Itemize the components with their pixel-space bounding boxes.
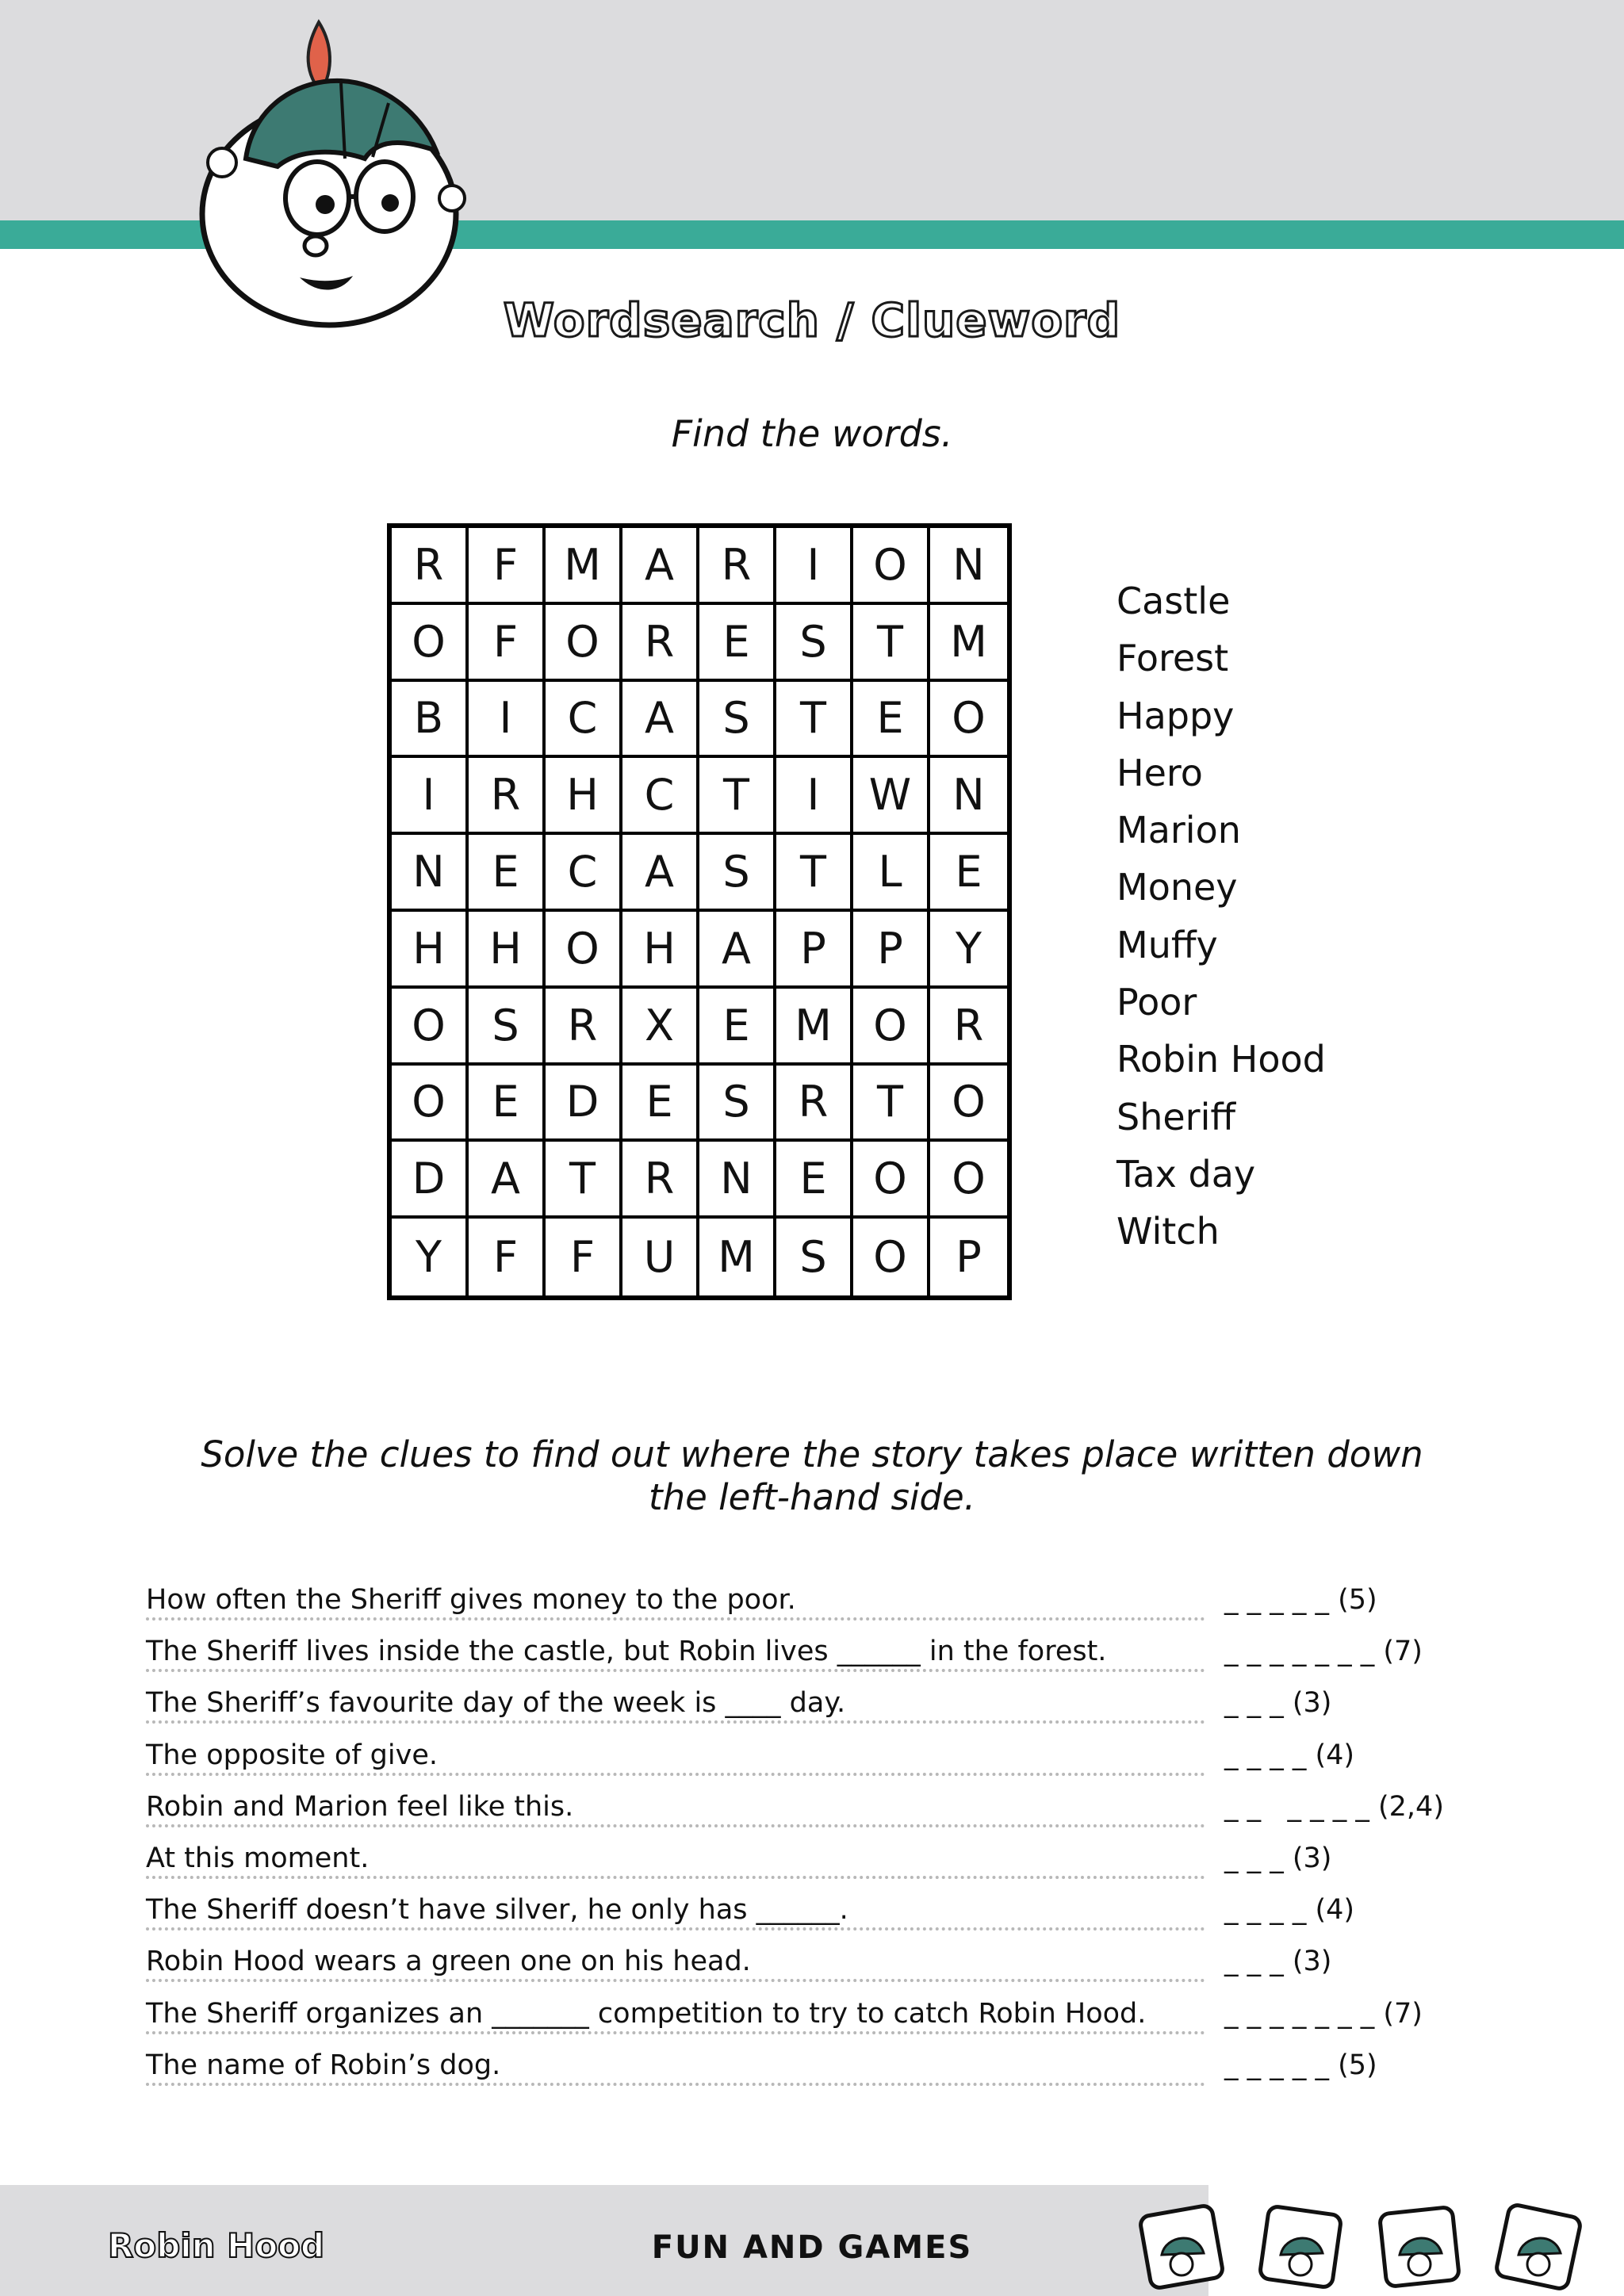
- grid-cell[interactable]: T: [853, 605, 930, 682]
- grid-cell[interactable]: F: [469, 1219, 546, 1295]
- grid-cell[interactable]: M: [930, 605, 1007, 682]
- grid-cell[interactable]: E: [699, 605, 776, 682]
- grid-cell[interactable]: T: [776, 835, 853, 912]
- clue-row: [146, 1578, 1510, 1629]
- grid-cell[interactable]: S: [776, 1219, 853, 1295]
- grid-cell[interactable]: I: [776, 758, 853, 835]
- grid-cell[interactable]: P: [776, 912, 853, 989]
- grid-cell[interactable]: I: [469, 682, 546, 759]
- grid-cell[interactable]: W: [853, 758, 930, 835]
- grid-cell[interactable]: A: [622, 682, 699, 759]
- grid-cell[interactable]: N: [930, 758, 1007, 835]
- grid-cell[interactable]: C: [546, 835, 622, 912]
- word-list-item: Money: [1116, 866, 1238, 909]
- clue-text: The Sheriff’s favourite day of the week is ____ day.: [146, 1686, 1205, 1724]
- grid-cell[interactable]: A: [699, 912, 776, 989]
- clue-answer-blanks[interactable]: _ _ _ _ (4): [1224, 1894, 1355, 1927]
- robin-badge-icon: [1372, 2199, 1467, 2294]
- grid-cell[interactable]: Y: [930, 912, 1007, 989]
- grid-cell[interactable]: E: [853, 682, 930, 759]
- word-list: [1116, 572, 1326, 1261]
- word-list-item: Happy: [1116, 694, 1235, 737]
- word-list-item: Hero: [1116, 751, 1203, 794]
- clue-answer-blanks[interactable]: _ _ _ _ _ (5): [1224, 2049, 1377, 2081]
- grid-cell[interactable]: R: [930, 989, 1007, 1066]
- grid-cell[interactable]: O: [392, 605, 469, 682]
- clue-answer-blanks[interactable]: _ _ _ (3): [1224, 1842, 1332, 1874]
- grid-cell[interactable]: F: [546, 1219, 622, 1295]
- clueword-instruction: [0, 1433, 1624, 1519]
- word-list-item: Castle: [1116, 580, 1231, 622]
- clue-text: The name of Robin’s dog.: [146, 2048, 1205, 2086]
- grid-cell[interactable]: H: [622, 912, 699, 989]
- wordsearch-instruction: Find the words.: [671, 412, 953, 455]
- clue-text: At this moment.: [146, 1841, 1205, 1879]
- grid-cell[interactable]: N: [392, 835, 469, 912]
- clue-text: The Sheriff lives inside the castle, but Robin lives ______ in the forest.: [146, 1634, 1205, 1672]
- robin-badge-icon: [1253, 2199, 1348, 2294]
- word-list-item: Sheriff: [1116, 1095, 1236, 1138]
- grid-cell[interactable]: I: [776, 528, 853, 605]
- grid-cell[interactable]: S: [699, 682, 776, 759]
- grid-cell[interactable]: O: [853, 1219, 930, 1295]
- grid-cell[interactable]: S: [469, 989, 546, 1066]
- word-list-item: Marion: [1116, 809, 1241, 852]
- grid-cell[interactable]: O: [853, 528, 930, 605]
- robin-mascot-icon: [182, 8, 484, 341]
- grid-cell[interactable]: P: [853, 912, 930, 989]
- grid-cell[interactable]: E: [930, 835, 1007, 912]
- grid-cell[interactable]: F: [469, 528, 546, 605]
- clue-text: The opposite of give.: [146, 1738, 1205, 1776]
- grid-cell[interactable]: M: [699, 1219, 776, 1295]
- grid-cell[interactable]: O: [853, 989, 930, 1066]
- grid-cell[interactable]: X: [622, 989, 699, 1066]
- grid-cell[interactable]: B: [392, 682, 469, 759]
- grid-cell[interactable]: O: [930, 1066, 1007, 1142]
- clue-text: The Sheriff doesn’t have silver, he only has ______.: [146, 1892, 1205, 1931]
- grid-cell[interactable]: M: [546, 528, 622, 605]
- clue-answer-blanks[interactable]: _ _ _ (3): [1224, 1687, 1332, 1720]
- grid-cell[interactable]: S: [699, 835, 776, 912]
- word-list-item: Witch: [1116, 1210, 1220, 1253]
- grid-cell[interactable]: M: [776, 989, 853, 1066]
- footer-book-title: Robin Hood: [108, 2226, 325, 2265]
- grid-cell[interactable]: N: [930, 528, 1007, 605]
- footer-section-title: FUN AND GAMES: [651, 2229, 973, 2266]
- grid-cell[interactable]: O: [546, 605, 622, 682]
- grid-cell[interactable]: O: [853, 1142, 930, 1219]
- word-list-item: Forest: [1116, 637, 1229, 680]
- grid-cell[interactable]: H: [546, 758, 622, 835]
- clue-row: [146, 1681, 1510, 1732]
- grid-cell[interactable]: T: [546, 1142, 622, 1219]
- grid-cell[interactable]: E: [776, 1142, 853, 1219]
- word-list-item: Robin Hood: [1116, 1038, 1326, 1081]
- grid-cell[interactable]: R: [392, 528, 469, 605]
- clue-text: The Sheriff organizes an _______ competition to try to catch Robin Hood.: [146, 1996, 1205, 2034]
- grid-cell[interactable]: T: [699, 758, 776, 835]
- grid-cell[interactable]: A: [622, 528, 699, 605]
- clueword-instruction-line1: Solve the clues to find out where the story takes place written down: [201, 1433, 1423, 1475]
- grid-cell[interactable]: E: [469, 835, 546, 912]
- grid-cell[interactable]: R: [469, 758, 546, 835]
- grid-cell[interactable]: R: [699, 528, 776, 605]
- wordsearch-grid: [387, 523, 1012, 1300]
- page-title: Wordsearch / Clueword: [503, 293, 1121, 347]
- grid-cell[interactable]: D: [546, 1066, 622, 1142]
- clue-row: [146, 1733, 1510, 1785]
- clue-row: [146, 1888, 1510, 1939]
- clue-list: [146, 1578, 1510, 2095]
- clue-row: [146, 1992, 1510, 2043]
- grid-cell[interactable]: T: [853, 1066, 930, 1142]
- grid-cell[interactable]: U: [622, 1219, 699, 1295]
- grid-cell[interactable]: H: [392, 912, 469, 989]
- grid-cell[interactable]: E: [699, 989, 776, 1066]
- clue-answer-blanks[interactable]: _ _ _ _ _ _ _ (7): [1224, 1636, 1423, 1668]
- clue-row: [146, 2043, 1510, 2095]
- word-list-item: Muffy: [1116, 923, 1218, 966]
- grid-cell[interactable]: O: [930, 1142, 1007, 1219]
- clue-answer-blanks[interactable]: _ _ _ _ _ (5): [1224, 1584, 1377, 1616]
- grid-cell[interactable]: T: [776, 682, 853, 759]
- clue-text: Robin Hood wears a green one on his head.: [146, 1944, 1205, 1982]
- grid-cell[interactable]: O: [392, 1066, 469, 1142]
- grid-cell[interactable]: C: [546, 682, 622, 759]
- clueword-instruction-line2: the left-hand side.: [648, 1476, 976, 1518]
- grid-cell[interactable]: I: [392, 758, 469, 835]
- grid-cell[interactable]: N: [699, 1142, 776, 1219]
- clue-answer-blanks[interactable]: _ _ _ _ _ _ (2,4): [1224, 1790, 1444, 1823]
- grid-cell[interactable]: O: [930, 682, 1007, 759]
- grid-cell[interactable]: A: [469, 1142, 546, 1219]
- clue-row: [146, 1836, 1510, 1888]
- grid-cell[interactable]: Y: [392, 1219, 469, 1295]
- clue-text: How often the Sheriff gives money to the poor.: [146, 1582, 1205, 1621]
- word-list-item: Poor: [1116, 981, 1197, 1024]
- robin-badge-icon: [1134, 2199, 1229, 2294]
- clue-row: [146, 1939, 1510, 1991]
- clue-answer-blanks[interactable]: _ _ _ _ (4): [1224, 1739, 1355, 1771]
- word-list-item: Tax day: [1116, 1152, 1256, 1196]
- grid-cell[interactable]: E: [622, 1066, 699, 1142]
- grid-cell[interactable]: C: [622, 758, 699, 835]
- grid-cell[interactable]: A: [622, 835, 699, 912]
- grid-cell[interactable]: O: [546, 912, 622, 989]
- grid-cell[interactable]: S: [776, 605, 853, 682]
- clue-row: [146, 1785, 1510, 1836]
- grid-cell[interactable]: R: [622, 1142, 699, 1219]
- clue-answer-blanks[interactable]: _ _ _ _ _ _ _ (7): [1224, 1997, 1423, 2030]
- grid-cell[interactable]: R: [776, 1066, 853, 1142]
- grid-cell[interactable]: O: [392, 989, 469, 1066]
- grid-cell[interactable]: L: [853, 835, 930, 912]
- grid-cell[interactable]: R: [546, 989, 622, 1066]
- grid-cell[interactable]: S: [699, 1066, 776, 1142]
- grid-cell[interactable]: R: [622, 605, 699, 682]
- grid-cell[interactable]: D: [392, 1142, 469, 1219]
- clue-text: Robin and Marion feel like this.: [146, 1789, 1205, 1827]
- clue-answer-blanks[interactable]: _ _ _ (3): [1224, 1946, 1332, 1978]
- grid-cell[interactable]: P: [956, 1232, 982, 1283]
- grid-cell[interactable]: E: [469, 1066, 546, 1142]
- clue-row: [146, 1629, 1510, 1681]
- grid-cell[interactable]: H: [469, 912, 546, 989]
- robin-badge-icon: [1491, 2199, 1586, 2294]
- grid-cell[interactable]: F: [469, 605, 546, 682]
